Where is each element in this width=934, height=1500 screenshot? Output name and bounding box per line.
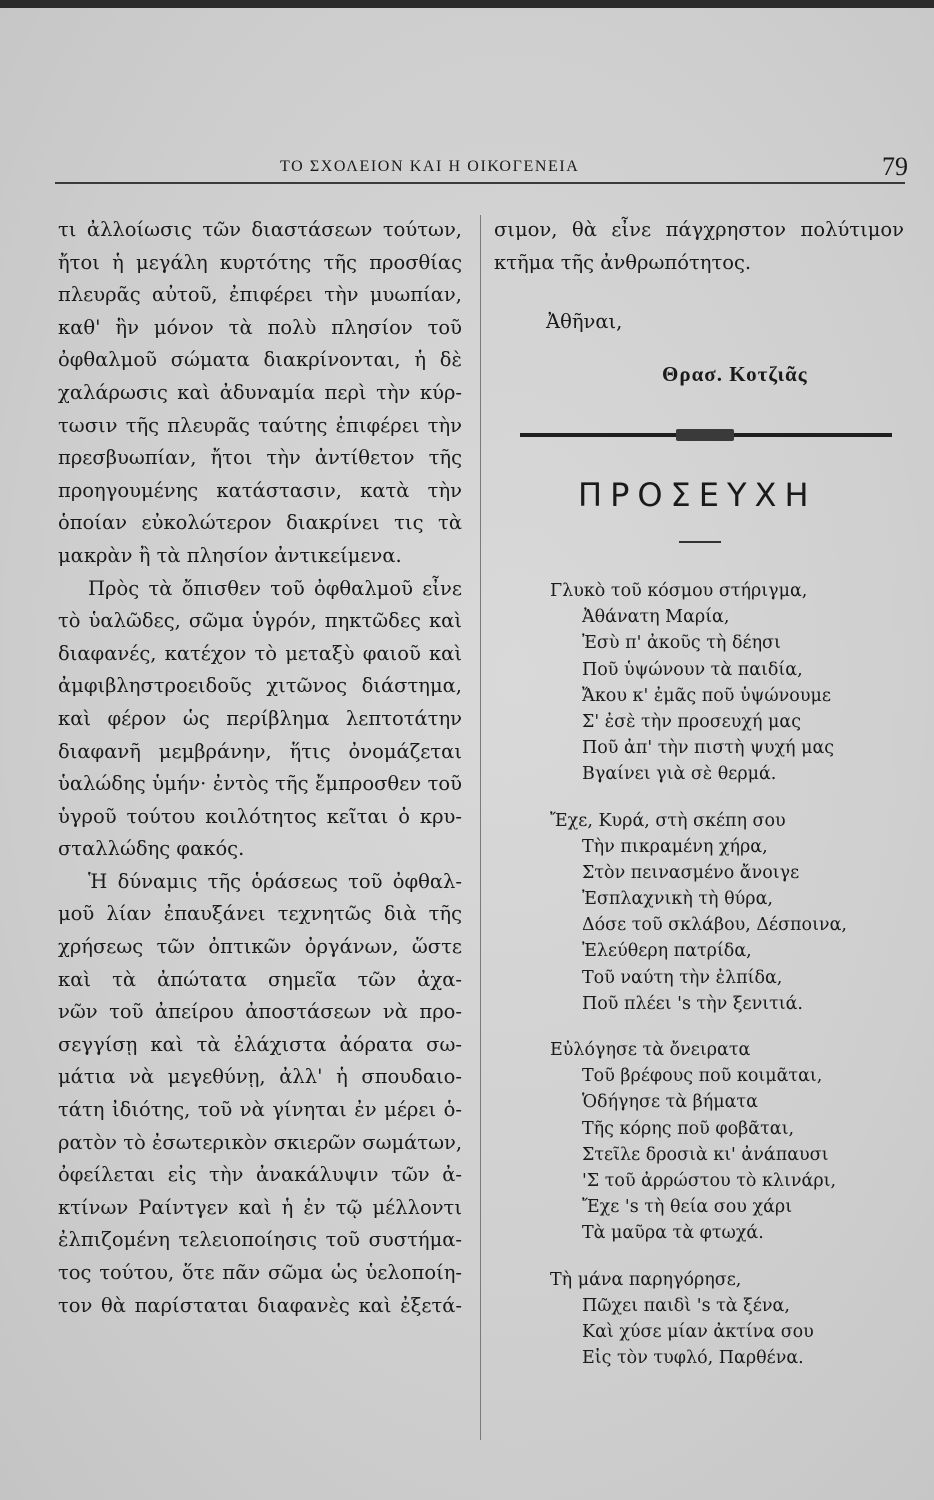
text-line: καθ' ἣν μόνον τὰ πολὺ πλησίον τοῦ — [58, 315, 462, 339]
poem-verse: Ἔχε, Κυρά, στὴ σκέπη σου — [550, 810, 786, 831]
text-line: τον θὰ παρίσταται διαφανὲς καὶ ἐξετά- — [58, 1293, 462, 1317]
text-line: διαφανές, κατέχον τὸ μεταξὺ φαιοῦ καὶ — [58, 641, 462, 665]
poem-verse: Σ' ἐσὲ τὴν προσευχή μας — [582, 711, 802, 732]
text-line: προηγουμένης κατάστασιν, κατὰ τὴν — [58, 478, 462, 502]
column-divider — [480, 215, 481, 1440]
poem-title: ΠΡΟΣΕΥΧΗ — [578, 476, 817, 514]
poem-verse: Τῆς κόρης ποῦ φοβᾶται, — [582, 1118, 795, 1139]
scan-top-edge — [0, 0, 934, 8]
text-line: ἤτοι ἡ μεγάλη κυρτότης τῆς προσθίας — [58, 250, 462, 274]
poem-stanza — [550, 1267, 890, 1372]
text-line: τὸ ὑαλῶδες, σῶμα ὑγρόν, πηκτῶδες καὶ — [58, 609, 462, 633]
text-line: διαφανῆ μεμβράνην, ἥτις ὀνομάζεται — [58, 739, 462, 763]
poem-verse: Δόσε τοῦ σκλάβου, Δέσποινα, — [582, 915, 847, 936]
text-line: ἐλπιζομένη τελειοποίησις τοῦ συστήμα- — [58, 1228, 462, 1252]
text-line: ὁποίαν εὐκολώτερον διακρίνει τις τὰ — [58, 511, 462, 535]
poem-verse: Τοῦ βρέφους ποῦ κοιμᾶται, — [582, 1066, 823, 1087]
text-line: ρατὸν τὸ ἐσωτερικὸν σκιερῶν σωμάτων, — [58, 1130, 463, 1154]
text-line: Ἡ δύναμις τῆς ὁράσεως τοῦ ὀφθαλ- — [88, 869, 462, 893]
text-line: σεγγίσῃ καὶ τὰ ἐλάχιστα ἀόρατα σω- — [58, 1032, 462, 1056]
poem-verse: Εὐλόγησε τὰ ὄνειρατα — [550, 1040, 751, 1060]
poem-verse: Ἔχε 's τὴ θεία σου χάρι — [582, 1197, 793, 1218]
text-line: τι ἀλλοίωσις τῶν διαστάσεων τούτων, — [58, 218, 462, 241]
ornament-center — [676, 429, 734, 441]
poem-verse: Τὴ μάνα παρηγόρησε, — [550, 1269, 742, 1290]
poem-stanza — [550, 578, 890, 788]
poem-stanza — [550, 1037, 890, 1247]
poem-verse: Εἰς τὸν τυφλό, Παρθένα. — [582, 1348, 804, 1369]
poem-verse: Στὸν πεινασμένο ἄνοιγε — [582, 862, 800, 883]
author-signature: Θρασ. Κοτζιᾶς — [662, 362, 808, 386]
poem-body — [550, 578, 890, 1391]
poem-verse: 'Σ τοῦ ἀρρώστου τὸ κλινάρι, — [582, 1170, 837, 1191]
poem-verse: Τὴν πικραμένη χήρα, — [582, 836, 768, 857]
poem-verse: Τὰ μαῦρα τὰ φτωχά. — [582, 1223, 764, 1244]
poem-verse: Βγαίνει γιὰ σὲ θερμά. — [582, 764, 777, 785]
text-line: μάτια νὰ μεγεθύνῃ, ἀλλ' ἡ σπουδαιο- — [58, 1065, 462, 1089]
text-line: νῶν τοῦ ἀπείρου ἀποστάσεων νὰ προ- — [58, 1000, 462, 1024]
text-line: τωσιν τῆς πλευρᾶς ταύτης ἐπιφέρει τὴν — [58, 413, 462, 437]
poem-verse: Ποῦ πλέει 's τὴν ξενιτιά. — [582, 993, 803, 1014]
text-line: κτῆμα τῆς ἀνθρωπότητος. — [494, 250, 752, 274]
title-dash — [679, 541, 721, 543]
text-line: κτίνων Ραίντγεν καὶ ἡ ἐν τῷ μέλλοντι — [58, 1195, 462, 1219]
text-line: χρήσεως τῶν ὀπτικῶν ὀργάνων, ὥστε — [58, 935, 462, 959]
text-line: ὑαλώδης ὑμήν· ἐντὸς τῆς ἔμπροσθεν τοῦ — [58, 772, 462, 796]
text-line: καὶ φέρον ὡς περίβλημα λεπτοτάτην — [58, 706, 462, 730]
text-line: πλευρᾶς αὐτοῦ, ἐπιφέρει τὴν μυωπίαν, — [58, 283, 462, 307]
text-line: σταλλώδης φακός. — [58, 837, 245, 861]
text-line: ὀφείλεται εἰς τὴν ἀνακάλυψιν τῶν ἀ- — [58, 1163, 462, 1187]
page-number: 79 — [882, 152, 908, 181]
poem-verse: Ποῦ ὑψώνουν τὰ παιδία, — [582, 659, 803, 680]
poem-verse: Ἄκου κ' ἐμᾶς ποῦ ὑψώνουμε — [582, 685, 831, 706]
text-line: ἀμφιβληστροειδοῦς χιτῶνος διάστημα, — [58, 674, 462, 698]
poem-verse: Ἐσὺ π' ἀκοῦς τὴ δέησι — [582, 633, 781, 654]
poem-verse: Ποῦ ἀπ' τὴν πιστὴ ψυχή μας — [582, 738, 835, 759]
poem-verse: Ὁδήγησε τὰ βήματα — [582, 1092, 758, 1113]
text-line: χαλάρωσις καὶ ἀδυναμία περὶ τὴν κύρ- — [58, 380, 462, 404]
poem-verse: Καὶ χύσε μίαν ἀκτίνα σου — [582, 1321, 814, 1342]
poem-verse: Γλυκὸ τοῦ κόσμου στήριγμα, — [550, 581, 808, 601]
running-title: ΤΟ ΣΧΟΛΕΙΟΝ ΚΑΙ Η ΟΙΚΟΓΕΝΕΙΑ — [280, 158, 580, 175]
text-line: σιμον, θὰ εἶνε πάγχρηστον πολύτιμον — [494, 218, 904, 241]
text-line: Πρὸς τὰ ὄπισθεν τοῦ ὀφθαλμοῦ εἶνε — [88, 576, 462, 600]
text-line: ὀφθαλμοῦ σώματα διακρίνονται, ἡ δὲ — [58, 348, 462, 372]
left-column-text — [58, 214, 462, 1322]
text-line: ὑγροῦ τούτου κοιλότητος κεῖται ὁ κρυ- — [58, 804, 462, 828]
poem-verse: Πῶχει παιδὶ 's τὰ ξένα, — [582, 1295, 790, 1316]
poem-verse: Ἐλεύθερη πατρίδα, — [582, 941, 752, 962]
poem-verse: Ἐσπλαχνικὴ τὴ θύρα, — [582, 889, 773, 910]
text-line: τος τούτου, ὅτε πᾶν σῶμα ὡς ὑελοποίη- — [58, 1261, 462, 1284]
header-rule — [55, 182, 905, 184]
text-line: μακρὰν ἢ τὰ πλησίον ἀντικείμενα. — [58, 543, 402, 567]
poem-verse: Τοῦ ναύτη τὴν ἐλπίδα, — [582, 967, 783, 988]
text-line: πρεσβυωπίαν, ἤτοι τὴν ἀντίθετον τῆς — [58, 446, 462, 470]
poem-verse: Στεῖλε δροσιὰ κι' ἀνάπαυσι — [582, 1144, 829, 1165]
place-of-writing: Ἀθῆναι, — [546, 310, 623, 333]
text-line: καὶ τὰ ἀπώτατα σημεῖα τῶν ἀχα- — [58, 967, 462, 991]
text-line: τάτη ἰδιότης, τοῦ νὰ γίνηται ἐν μέρει ὁ- — [58, 1098, 462, 1122]
poem-verse: Ἀθάνατη Μαρία, — [582, 607, 730, 628]
poem-stanza — [550, 808, 890, 1018]
text-line: μοῦ λίαν ἐπαυξάνει τεχνητῶς διὰ τῆς — [58, 902, 462, 926]
right-column-text — [494, 214, 906, 279]
